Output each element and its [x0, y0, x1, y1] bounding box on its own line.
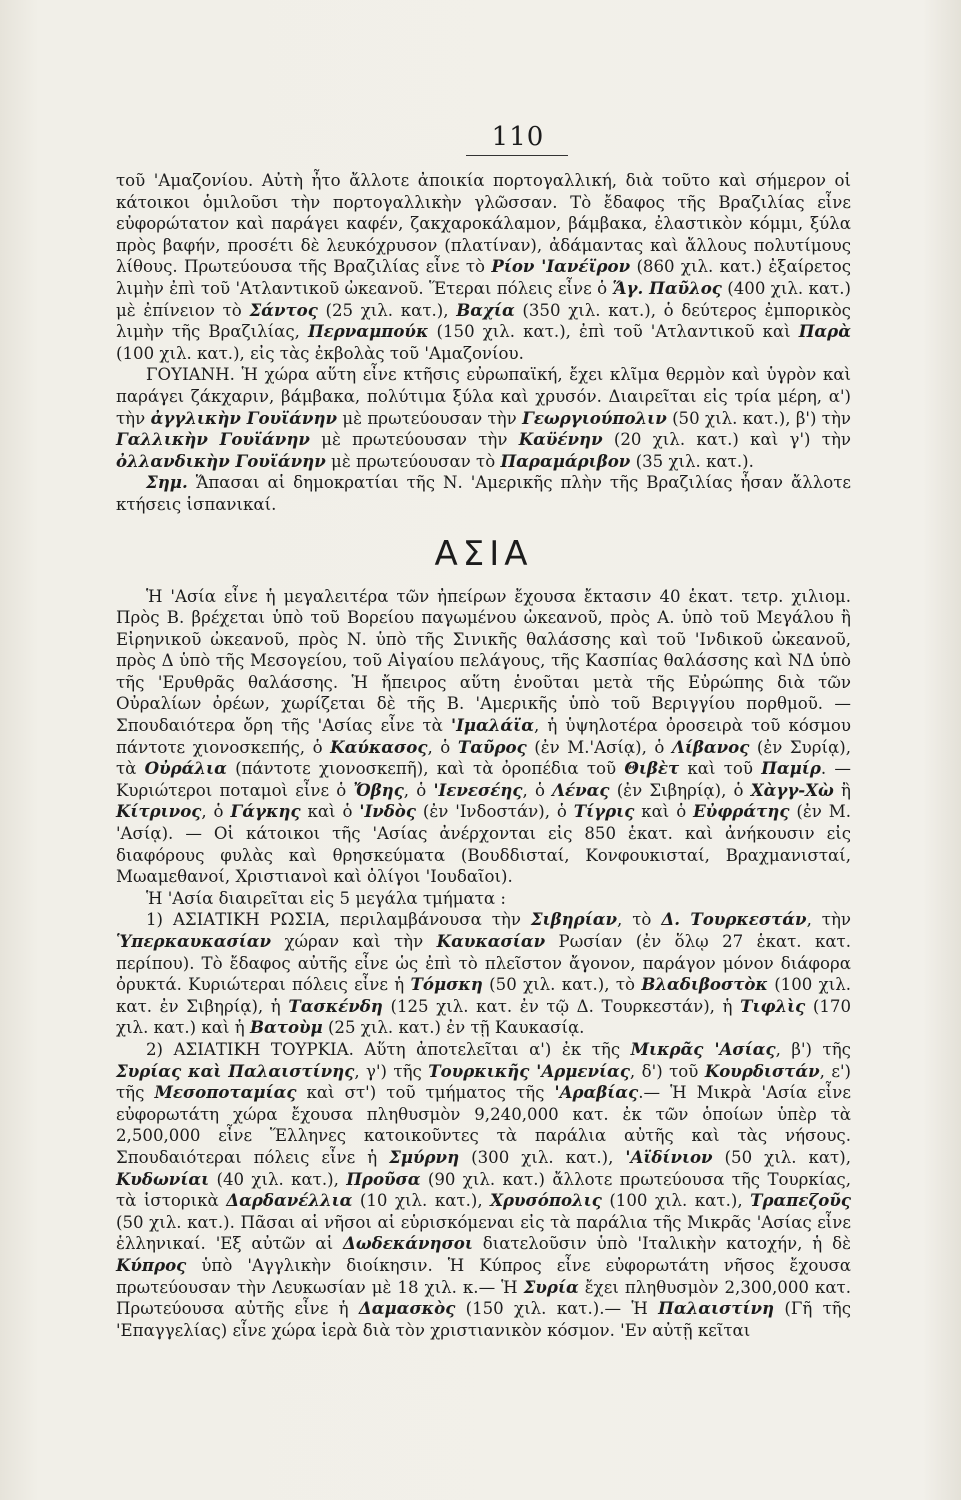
paragraph-note: [116, 472, 851, 515]
text-run: (50 χιλ. κατ.). Πᾶσαι αἱ νῆσοι αἱ εὑρισκόμεναι εἰς τὰ παράλια τῆς Μικρᾶς 'Ασίας εἶνε ἑλληνικαί. 'Εξ αὐτῶν αἱ: [116, 1212, 851, 1254]
text-run: Ἡ 'Ασία διαιρεῖται εἰς 5 μεγάλα τμήματα :: [146, 888, 506, 908]
emphasized-term: Τόμσκη: [410, 974, 483, 995]
text-run: (90 χιλ. κατ.) ἄλλοτε πρωτεύουσα τῆς Τουρκίας, τὰ ἱστορικὰ: [116, 1169, 851, 1211]
page-number: 110: [491, 122, 545, 152]
text-run: (150 χιλ. κατ.), ἐπὶ τοῦ 'Ατλαντικοῦ καὶ: [428, 322, 799, 342]
text-run: μὲ πρωτεύουσαν τὸ: [325, 451, 501, 471]
emphasized-term: Οὐράλια: [144, 758, 227, 779]
text-run: Ρωσίαν (ἐν ὅλῳ 27 ἑκατ. κατ. περίπου). Τὸ ἔδαφος αὐτῆς εἶνε ὡς ἐπὶ τὸ πλεῖστον ἄγονον, παράγον μόνον διάφορα ὀρυκτά. Κυριώτεραι πόλεις εἶνε ἡ: [116, 932, 852, 995]
emphasized-term: Συρίας καὶ Παλαιστίνης: [116, 1060, 355, 1081]
emphasized-term: Βατοὺμ: [249, 1017, 323, 1038]
emphasized-term: Τιφλὶς: [740, 995, 806, 1016]
emphasized-term: ἀγγλικὴν Γουϊάνην: [150, 407, 338, 428]
emphasized-term: Τραπεζοῦς: [750, 1190, 851, 1211]
emphasized-term: Λένας: [552, 779, 610, 800]
text-run: καὶ στ') τοῦ τμήματος τῆς: [296, 1083, 555, 1103]
text-run: , β') τῆς: [775, 1039, 851, 1059]
emphasized-term: Τασκένδη: [288, 995, 383, 1016]
text-run: (100 χιλ. κατ.), εἰς τὰς ἐκβολὰς τοῦ 'Αμαζονίου.: [116, 343, 524, 363]
emphasized-term: Παμίρ: [761, 758, 821, 779]
emphasized-term: Συρία: [523, 1276, 579, 1297]
emphasized-term: Ὑπερκαυκασίαν: [116, 931, 272, 951]
text-run: (50 χιλ. κατ),: [712, 1147, 851, 1167]
text-run: ἔχει πληθυσμὸν 2,300,000 κατ. Πρωτεύουσα αὐτῆς εἶνε ἡ: [116, 1277, 851, 1319]
emphasized-term: Γαλλικὴν Γουϊάνην: [116, 429, 310, 450]
text-run: καὶ τοῦ: [679, 759, 762, 779]
emphasized-term: Χρυσόπολις: [490, 1190, 602, 1211]
emphasized-term: ὀλλανδικὴν Γουϊάνην: [116, 450, 326, 471]
emphasized-term: Περναμπούκ: [307, 321, 429, 342]
text-run: (Γῆ τῆς 'Επαγγελίας) εἶνε χώρα ἱερὰ διὰ τὸν χριστιανικὸν κόσμον. 'Εν αὐτῇ κεῖται: [116, 1299, 851, 1340]
emphasized-term: Κίτρινος: [116, 801, 202, 822]
emphasized-term: Δαμασκὸς: [358, 1298, 456, 1319]
text-run: ὑπὸ 'Αγγλικὴν διοίκησιν. Ἡ Κύπρος εἶνε εὐφορωτάτη νῆσος ἔχουσα πρωτεύουσαν τὴν Λευκωσίαν μὲ 18 χιλ. κ.— Ἡ: [116, 1255, 851, 1297]
emphasized-term: Σημ.: [146, 472, 188, 493]
text-run: (300 χιλ. κατ.),: [459, 1147, 626, 1167]
emphasized-term: Γεωργιούπολιν: [522, 407, 667, 428]
emphasized-term: Μεσοποταμίας: [154, 1082, 297, 1103]
paragraph-asia-divisions: [116, 888, 851, 910]
emphasized-term: Δαρδανέλλια: [226, 1190, 353, 1211]
emphasized-term: Καυκασίαν: [436, 931, 546, 951]
emphasized-term: Καύκασος: [330, 736, 428, 757]
text-run: .— Ἡ Μικρὰ 'Ασία εἶνε εὐφορωτάτη χώρα ἔχουσα πληθυσμὸν 9,240,000 κατ. ἐκ τῶν ὁποίων ὑπὲρ τὰ 2,500,000 εἶνε Ἕλληνες κατοικοῦντες τὰ παράλια αὐτῆς καὶ τὰς νήσους. Σπουδαιότεραι πόλεις εἶνε ἡ: [116, 1083, 851, 1167]
text-run: , ὁ: [522, 780, 553, 800]
text-run: (ἐν 'Ινδοστάν), ὁ: [415, 802, 574, 822]
text-run: (20 χιλ. κατ.) καὶ γ') τὴν: [602, 430, 851, 450]
text-run: , τὸ: [617, 910, 662, 930]
paragraph-asiatic-turkey: [116, 1039, 851, 1341]
emphasized-term: Δωδεκάνησοι: [342, 1233, 473, 1254]
text-run: χώραν καὶ τὴν: [271, 932, 437, 951]
paragraph-guiana: [116, 364, 851, 472]
emphasized-term: Τίγρις: [573, 801, 635, 822]
text-run: , τὴν: [806, 910, 851, 930]
paragraph-brazil: [116, 170, 851, 364]
emphasized-term: Σάντος: [249, 299, 318, 320]
text-run: διατελοῦσιν ὑπὸ 'Ιταλικὴν κατοχήν, ἡ δὲ: [472, 1234, 851, 1254]
text-run: (170 χιλ. κατ.) καὶ ἡ: [116, 996, 852, 1038]
text-run: καὶ ὁ: [634, 802, 694, 822]
emphasized-term: Καϋένην: [518, 429, 603, 450]
text-run: (πάντοτε χιονοσκεπῆ), καὶ τὰ ὀροπέδια τοῦ: [226, 759, 625, 779]
emphasized-term: 'Ιενεσέης: [433, 779, 523, 800]
text-run: (25 χιλ. κατ.),: [317, 300, 457, 320]
emphasized-term: Κυδωνίαι: [116, 1168, 210, 1189]
text-run: (ἐν Μ.'Ασίᾳ), ὁ: [526, 737, 672, 757]
emphasized-term: Παλαιστίνη: [658, 1298, 775, 1319]
section-heading-asia: ΑΣΙΑ: [434, 533, 533, 574]
emphasized-term: Σιβηρίαν: [530, 909, 618, 930]
emphasized-term: Ρίον 'Ιανέϊρον: [491, 256, 631, 277]
text-run: μὲ πρωτεύουσαν τὴν: [309, 430, 519, 450]
text-run: (350 χιλ. κατ.), ὁ δεύτερος ἐμπορικὸς λιμὴν τῆς Βραζιλίας,: [116, 300, 851, 342]
emphasized-term: 'Αραβίας: [554, 1082, 639, 1103]
emphasized-term: Χὰγγ-Χὼ: [750, 779, 834, 800]
emphasized-term: Κουρδιστάν: [704, 1060, 820, 1081]
emphasized-term: Λίβανος: [671, 736, 750, 757]
text-run: (100 χιλ. κατ.),: [601, 1191, 751, 1211]
emphasized-term: Θιβὲτ: [624, 758, 680, 779]
text-run: (50 χιλ. κατ.), τὸ: [482, 975, 642, 995]
text-run: (860 χιλ. κατ.) ἐξαίρετος λιμὴν ἐπὶ τοῦ 'Ατλαντικοῦ ὠκεανοῦ. Ἕτεραι πόλεις εἶνε ὁ: [116, 257, 851, 298]
text-run: (ἐν Σιβηρίᾳ), ὁ: [609, 780, 751, 800]
emphasized-term: Τουρκικῆς 'Αρμενίας: [428, 1060, 630, 1081]
emphasized-term: Ὄβης: [353, 779, 404, 800]
text-run: 1) ΑΣΙΑΤΙΚΗ ΡΩΣΙΑ, περιλαμβάνουσα τὴν: [146, 910, 531, 930]
text-run: 2) ΑΣΙΑΤΙΚΗ ΤΟΥΡΚΙΑ. Αὕτη ἀποτελεῖται α') ἐκ τῆς: [146, 1039, 631, 1059]
text-run: (25 χιλ. κατ.) ἐν τῇ Καυκασίᾳ.: [322, 1018, 585, 1038]
text-run: , ἡ ὑψηλοτέρα ὀροσειρὰ τοῦ κόσμου πάντοτε χιονοσκεπής, ὁ: [116, 716, 852, 757]
text-run: ΓΟΥΙΑΝΗ. Ἡ χώρα αὕτη εἶνε κτῆσις εὐρωπαϊκή, ἔχει κλῖμα θερμὸν καὶ ὑγρὸν καὶ παράγει ζάκχαριν, βάμβακα, πολύτιμα ξύλα καὶ χρυσόν. Διαιρεῖται εἰς τρία μέρη, α') τὴν: [116, 365, 851, 428]
text-run: (150 χιλ. κατ.).— Ἡ: [455, 1299, 659, 1319]
emphasized-term: Ταῦρος: [457, 736, 527, 757]
text-run: , δ') τοῦ: [629, 1061, 705, 1081]
emphasized-term: 'Ινδὸς: [359, 801, 416, 822]
text-run: (ἐν Μ. 'Ασίᾳ). — Οἱ κάτοικοι τῆς 'Ασίας ἀνέρχονται εἰς 850 ἑκατ. καὶ ἀνήκουσιν εἰς διαφόρους φυλὰς καὶ θρησκεύματα (Βουδδισταί, Κονφουκισταί, Βραχμανισταί, Μωαμεθανοί, Χριστιανοὶ καὶ ὀλίγοι 'Ιουδαῖοι).: [116, 802, 851, 887]
text-run: τοῦ 'Αμαζονίου. Αὐτὴ ἦτο ἄλλοτε ἀποικία πορτογαλλική, διὰ τοῦτο καὶ σήμερον οἱ κάτοικοι ὁμιλοῦσι τὴν πορτογαλλικὴν γλῶσσαν. Τὸ ἔδαφος τῆς Βραζιλίας εἶνε εὐφορώτατον καὶ παράγει καφέν, ζακχαροκάλαμον, βάμβακα, ἐλαστικὸν κόμμι, ξύλα πρὸς βαφήν, προσέτι δὲ λευκόχρυσον (πλατίναν), ἀδάμαντας καὶ ἄλλους πολυτίμους λίθους. Πρωτεύουσα τῆς Βραζιλίας εἶνε τὸ: [116, 171, 851, 277]
text-run: Ἅπασαι αἱ δημοκρατίαι τῆς Ν. 'Αμερικῆς πλὴν τῆς Βραζιλίας ἦσαν ἄλλοτε κτήσεις ἱσπανικαί.: [116, 473, 851, 514]
text-run: , ε') τῆς: [116, 1061, 851, 1103]
emphasized-term: Μικρᾶς 'Ασίας: [630, 1038, 776, 1059]
text-run: (125 χιλ. κατ. ἐν τῷ Δ. Τουρκεστάν), ἡ: [382, 996, 741, 1016]
emphasized-term: Βλαδιβοστὸκ: [641, 974, 768, 995]
emphasized-term: 'Ιμαλάϊα: [451, 715, 534, 736]
paragraph-asiatic-russia: [116, 909, 851, 1039]
text-run: (50 χιλ. κατ.), β') τὴν: [666, 408, 852, 428]
text-run: (400 χιλ. κατ.) μὲ ἐπίνειον τὸ: [116, 278, 851, 320]
emphasized-term: Κύπρος: [116, 1254, 187, 1275]
text-run: (100 χιλ. κατ. ἐν Σιβηρίᾳ), ἡ: [116, 975, 852, 1016]
emphasized-term: Σμύρνη: [389, 1146, 460, 1167]
emphasized-term: Βαχία: [456, 299, 515, 320]
text-run: (40 χιλ. κατ.),: [209, 1169, 347, 1189]
text-run: (35 χιλ. κατ.).: [630, 451, 754, 471]
emphasized-term: Ἅγ. Παῦλος: [612, 277, 722, 298]
emphasized-term: Παραμάριβον: [500, 450, 631, 471]
emphasized-term: 'Αϊδίνιον: [625, 1146, 713, 1167]
emphasized-term: Δ. Τουρκεστάν: [661, 909, 807, 930]
text-run: Ἡ 'Ασία εἶνε ἡ μεγαλειτέρα τῶν ἠπείρων ἔχουσα ἔκτασιν 40 ἑκατ. τετρ. χιλιομ. Πρὸς Β. βρέχεται ὑπὸ τοῦ Βορείου παγωμένου ὠκεανοῦ, πρὸς Α. ὑπὸ τοῦ Μεγάλου ἢ Εἰρηνικοῦ ὠκεανοῦ, πρὸς Ν. ὑπὸ τῆς Σινικῆς θαλάσσης καὶ τοῦ 'Ινδικοῦ ὠκεανοῦ, πρὸς Δ ὑπὸ τῆς Μεσογείου, τοῦ Αἰγαίου πελάγους, τῆς Κασπίας θαλάσσης καὶ ΝΔ ὑπὸ τῆς 'Ερυθρᾶς θαλάσσης. Ἡ ἤπειρος αὕτη ἑνοῦται μετὰ τῆς Εὐρώπης διὰ τῶν Οὐραλίων ὀρέων, χωρίζεται δὲ τῆς Β. 'Αμερικῆς ὑπὸ τοῦ Βεριγγίου πορθμοῦ. — Σπουδαιότερα ὄρη τῆς 'Ασίας εἶνε τὰ: [116, 586, 851, 736]
emphasized-term: Προῦσα: [346, 1168, 421, 1189]
text-run: . — Κυριώτεροι ποταμοὶ εἶνε ὁ: [116, 759, 852, 800]
text-run: , ὁ: [201, 802, 231, 822]
emphasized-term: Εὐφράτης: [693, 801, 790, 822]
page-number-rule: [466, 155, 568, 156]
text-run: (10 χιλ. κατ.),: [352, 1191, 491, 1211]
text-run: καὶ ὁ: [300, 802, 360, 822]
text-run: ἢ: [833, 780, 851, 800]
emphasized-term: Γάγκης: [230, 801, 301, 822]
text-run: μὲ πρωτεύουσαν τὴν: [337, 408, 523, 428]
text-run: , ὁ: [403, 780, 434, 800]
body-text: [116, 170, 851, 1341]
text-run: (ἐν Συρίᾳ), τὰ: [116, 737, 851, 779]
text-run: , γ') τῆς: [354, 1061, 429, 1081]
emphasized-term: Παρὰ: [798, 321, 851, 342]
text-run: , ὁ: [427, 737, 458, 757]
paragraph-asia-intro: [116, 586, 851, 888]
